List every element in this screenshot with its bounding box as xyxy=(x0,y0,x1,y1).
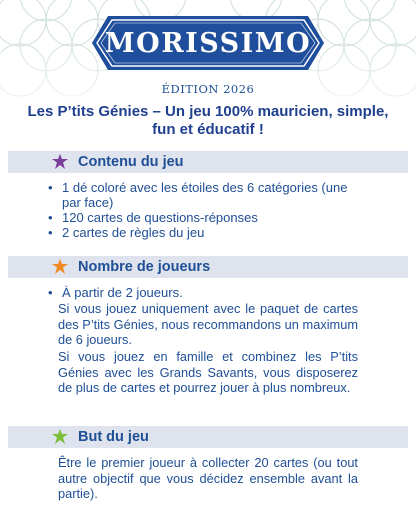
star-icon xyxy=(52,154,68,170)
section-title: But du jeu xyxy=(78,429,149,445)
logo-text: MORISSIMO xyxy=(104,28,312,59)
edition-label: ÉDITION 2026 xyxy=(161,82,255,96)
paragraph: Si vous jouez uniquement avec le paquet de cartes des P’tits Génies, nous recommandons un maximum de 6 joueurs. xyxy=(58,301,358,347)
tagline: Les P’tits Génies – Un jeu 100% mauricien, simple, fun et éducatif ! xyxy=(27,103,389,138)
star-icon xyxy=(52,429,68,445)
star-icon xyxy=(52,259,68,275)
section-title: Contenu du jeu xyxy=(78,154,184,170)
section-header-but xyxy=(8,426,408,448)
section-title: Nombre de joueurs xyxy=(78,259,211,275)
list-item: • 2 cartes de règles du jeu xyxy=(48,225,378,240)
paragraph: Si vous jouez en famille et combinez les P’tits Génies avec les Grands Savants, vous disposerez de plus de cartes et pourrez jouer à plus nombreux. xyxy=(58,349,358,395)
section-header-contenu xyxy=(8,151,408,173)
joueurs-bullet xyxy=(48,285,378,300)
contenu-list xyxy=(48,180,378,240)
list-item: • 1 dé coloré avec les étoiles des 6 catégories (une par face) xyxy=(48,180,348,210)
section-header-joueurs xyxy=(8,256,408,278)
paragraph: Être le premier joueur à collecter 20 cartes (ou tout autre objectif que vous décidez ensemble avant la partie). xyxy=(58,455,358,501)
list-item: • 120 cartes de questions-réponses xyxy=(48,210,378,225)
list-item: • À partir de 2 joueurs. xyxy=(48,285,378,300)
